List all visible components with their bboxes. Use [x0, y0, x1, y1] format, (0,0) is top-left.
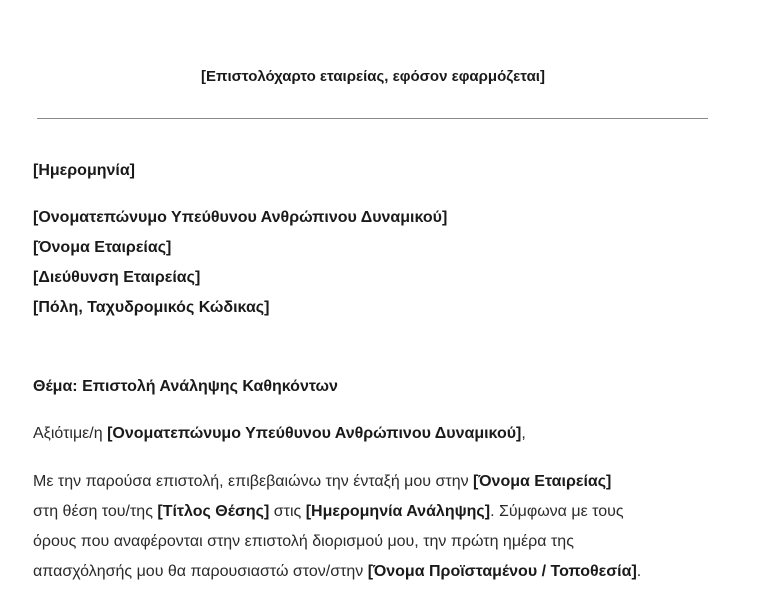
body-text: όρους που αναφέρονται στην επιστολή διορισμού μου, την πρώτη ημέρα της — [33, 533, 574, 550]
body-line-3 — [33, 527, 733, 557]
recipient-name: [Ονοματεπώνυμο Υπεύθυνου Ανθρώπινου Δυναμικού] — [33, 209, 448, 226]
body-text: απασχόλησής μου θα παρουσιαστώ στον/στην — [33, 563, 368, 580]
start-date-placeholder: [Ημερομηνία Ανάληψης] — [305, 503, 491, 520]
body-line-2 — [33, 497, 733, 527]
recipient-company: [Όνομα Εταιρείας] — [33, 239, 172, 256]
body-text: Με την παρούσα επιστολή, επιβεβαιώνω την ένταξή μου στην — [33, 473, 474, 490]
company-name-placeholder: [Όνομα Εταιρείας] — [473, 473, 612, 490]
header-divider — [37, 118, 708, 119]
body-line-1 — [33, 467, 733, 497]
job-title-placeholder: [Τίτλος Θέσης] — [157, 503, 270, 520]
body-paragraph — [33, 467, 733, 587]
supervisor-location-placeholder: [Όνομα Προϊσταμένου / Τοποθεσία] — [367, 563, 637, 580]
letterhead-placeholder: [Επιστολόχαρτο εταιρείας, εφόσον εφαρμόζεται] — [201, 68, 545, 85]
body-text: . Σύμφωνα με τους — [490, 503, 624, 520]
body-text: στη θέση του/της — [33, 503, 158, 520]
recipient-address: [Διεύθυνση Εταιρείας] — [33, 269, 201, 286]
salutation-suffix: , — [521, 425, 526, 442]
date-placeholder: [Ημερομηνία] — [33, 162, 136, 179]
salutation — [33, 419, 733, 449]
body-text: στις — [269, 503, 306, 520]
salutation-prefix: Αξιότιμε/η — [33, 425, 108, 442]
body-text: . — [636, 563, 642, 580]
subject-line: Θέμα: Επιστολή Ανάληψης Καθηκόντων — [33, 378, 338, 395]
body-line-4 — [33, 557, 733, 587]
recipient-city-zip: [Πόλη, Ταχυδρομικός Κώδικας] — [33, 299, 270, 316]
salutation-name: [Ονοματεπώνυμο Υπεύθυνου Ανθρώπινου Δυναμικού] — [107, 425, 522, 442]
